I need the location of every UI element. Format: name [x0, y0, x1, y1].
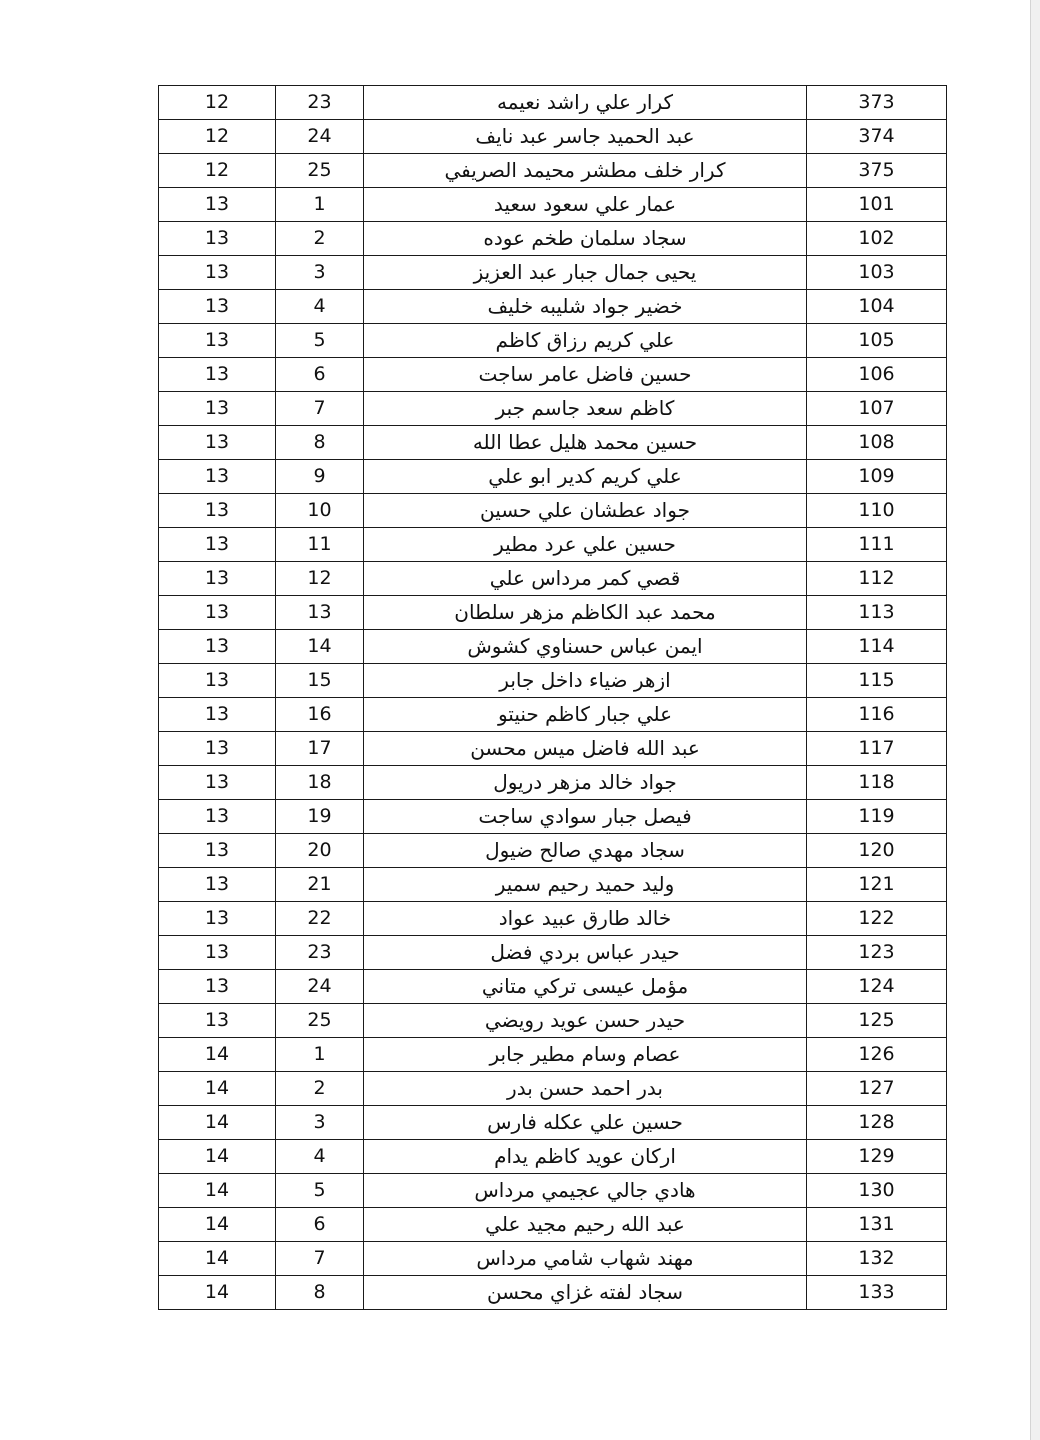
table-row	[159, 800, 947, 834]
name-cell: حيدر حسن عويد رويضي	[364, 1004, 807, 1038]
name-cell: مهند شهاب شامي مرداس	[364, 1242, 807, 1276]
group-cell: 13	[159, 698, 276, 732]
seat-cell: 22	[276, 902, 364, 936]
seat-cell: 21	[276, 868, 364, 902]
number-cell: 115	[807, 664, 947, 698]
name-cell: عبد الله رحيم مجيد علي	[364, 1208, 807, 1242]
table-row	[159, 1140, 947, 1174]
seat-cell: 4	[276, 290, 364, 324]
table-row	[159, 188, 947, 222]
seat-cell: 7	[276, 392, 364, 426]
number-cell: 373	[807, 86, 947, 120]
table-row	[159, 222, 947, 256]
name-cell: كرار علي راشد نعيمه	[364, 86, 807, 120]
group-cell: 14	[159, 1276, 276, 1310]
group-cell: 14	[159, 1072, 276, 1106]
group-cell: 14	[159, 1242, 276, 1276]
number-cell: 106	[807, 358, 947, 392]
table-row	[159, 698, 947, 732]
seat-cell: 1	[276, 1038, 364, 1072]
group-cell: 13	[159, 766, 276, 800]
seat-cell: 20	[276, 834, 364, 868]
name-cell: مؤمل عيسى تركي متاني	[364, 970, 807, 1004]
name-cell: كاظم سعد جاسم جبر	[364, 392, 807, 426]
table-row	[159, 426, 947, 460]
number-cell: 126	[807, 1038, 947, 1072]
name-cell: سجاد مهدي صالح ضيول	[364, 834, 807, 868]
group-cell: 13	[159, 732, 276, 766]
group-cell: 13	[159, 222, 276, 256]
group-cell: 12	[159, 86, 276, 120]
group-cell: 13	[159, 494, 276, 528]
name-cell: حيدر عباس بردي فضل	[364, 936, 807, 970]
roster-table	[158, 85, 947, 1310]
seat-cell: 1	[276, 188, 364, 222]
number-cell: 133	[807, 1276, 947, 1310]
seat-cell: 12	[276, 562, 364, 596]
name-cell: عبد الله فاضل ميس محسن	[364, 732, 807, 766]
name-cell: ايمن عباس حسناوي كشوش	[364, 630, 807, 664]
name-cell: قصي كمر مرداس علي	[364, 562, 807, 596]
seat-cell: 9	[276, 460, 364, 494]
number-cell: 123	[807, 936, 947, 970]
seat-cell: 17	[276, 732, 364, 766]
table-row	[159, 1208, 947, 1242]
number-cell: 119	[807, 800, 947, 834]
seat-cell: 4	[276, 1140, 364, 1174]
group-cell: 13	[159, 188, 276, 222]
number-cell: 121	[807, 868, 947, 902]
number-cell: 128	[807, 1106, 947, 1140]
seat-cell: 5	[276, 1174, 364, 1208]
name-cell: خضير جواد شليبه خليف	[364, 290, 807, 324]
number-cell: 101	[807, 188, 947, 222]
group-cell: 14	[159, 1106, 276, 1140]
name-cell: كرار خلف مطشر محيمد الصريفي	[364, 154, 807, 188]
table-row	[159, 936, 947, 970]
number-cell: 104	[807, 290, 947, 324]
table-row	[159, 154, 947, 188]
name-cell: عبد الحميد جاسر عبد نايف	[364, 120, 807, 154]
seat-cell: 5	[276, 324, 364, 358]
group-cell: 13	[159, 664, 276, 698]
name-cell: يحيى جمال جبار عبد العزيز	[364, 256, 807, 290]
roster-body	[159, 86, 947, 1310]
name-cell: عمار علي سعود سعيد	[364, 188, 807, 222]
seat-cell: 8	[276, 1276, 364, 1310]
table-row	[159, 902, 947, 936]
number-cell: 116	[807, 698, 947, 732]
number-cell: 109	[807, 460, 947, 494]
number-cell: 127	[807, 1072, 947, 1106]
number-cell: 132	[807, 1242, 947, 1276]
number-cell: 110	[807, 494, 947, 528]
number-cell: 113	[807, 596, 947, 630]
table-row	[159, 630, 947, 664]
table-row	[159, 562, 947, 596]
seat-cell: 19	[276, 800, 364, 834]
table-row	[159, 664, 947, 698]
number-cell: 111	[807, 528, 947, 562]
group-cell: 13	[159, 834, 276, 868]
table-row	[159, 1004, 947, 1038]
seat-cell: 25	[276, 154, 364, 188]
name-cell: ازهر ضياء داخل جابر	[364, 664, 807, 698]
table-row	[159, 494, 947, 528]
name-cell: حسين فاضل عامر ساجت	[364, 358, 807, 392]
seat-cell: 15	[276, 664, 364, 698]
group-cell: 12	[159, 120, 276, 154]
seat-cell: 11	[276, 528, 364, 562]
table-row	[159, 970, 947, 1004]
group-cell: 13	[159, 1004, 276, 1038]
group-cell: 13	[159, 596, 276, 630]
name-cell: هادي جالي عجيمي مرداس	[364, 1174, 807, 1208]
table-row	[159, 1072, 947, 1106]
group-cell: 13	[159, 562, 276, 596]
number-cell: 124	[807, 970, 947, 1004]
name-cell: حسين علي عرد مطير	[364, 528, 807, 562]
name-cell: عصام وسام مطير جابر	[364, 1038, 807, 1072]
number-cell: 125	[807, 1004, 947, 1038]
number-cell: 117	[807, 732, 947, 766]
seat-cell: 8	[276, 426, 364, 460]
group-cell: 14	[159, 1208, 276, 1242]
seat-cell: 13	[276, 596, 364, 630]
number-cell: 114	[807, 630, 947, 664]
name-cell: محمد عبد الكاظم مزهر سلطان	[364, 596, 807, 630]
table-row	[159, 1276, 947, 1310]
group-cell: 13	[159, 800, 276, 834]
group-cell: 13	[159, 902, 276, 936]
table-row	[159, 392, 947, 426]
group-cell: 13	[159, 630, 276, 664]
number-cell: 118	[807, 766, 947, 800]
name-cell: سجاد سلمان طخم عوده	[364, 222, 807, 256]
table-row	[159, 324, 947, 358]
number-cell: 107	[807, 392, 947, 426]
seat-cell: 23	[276, 86, 364, 120]
name-cell: جواد خالد مزهر دريول	[364, 766, 807, 800]
table-row	[159, 256, 947, 290]
number-cell: 375	[807, 154, 947, 188]
number-cell: 105	[807, 324, 947, 358]
name-cell: بدر احمد حسن بدر	[364, 1072, 807, 1106]
seat-cell: 7	[276, 1242, 364, 1276]
name-cell: اركان عويد كاظم يدام	[364, 1140, 807, 1174]
table-row	[159, 528, 947, 562]
group-cell: 13	[159, 970, 276, 1004]
number-cell: 108	[807, 426, 947, 460]
seat-cell: 14	[276, 630, 364, 664]
table-row	[159, 868, 947, 902]
seat-cell: 25	[276, 1004, 364, 1038]
table-row	[159, 1242, 947, 1276]
name-cell: علي كريم كدير ابو علي	[364, 460, 807, 494]
number-cell: 122	[807, 902, 947, 936]
seat-cell: 3	[276, 256, 364, 290]
number-cell: 131	[807, 1208, 947, 1242]
name-cell: علي كريم رزاق كاظم	[364, 324, 807, 358]
number-cell: 120	[807, 834, 947, 868]
group-cell: 13	[159, 426, 276, 460]
table-row	[159, 834, 947, 868]
seat-cell: 24	[276, 970, 364, 1004]
number-cell: 102	[807, 222, 947, 256]
number-cell: 103	[807, 256, 947, 290]
group-cell: 14	[159, 1140, 276, 1174]
table-row	[159, 1106, 947, 1140]
name-cell: جواد عطشان علي حسين	[364, 494, 807, 528]
table-row	[159, 766, 947, 800]
group-cell: 13	[159, 936, 276, 970]
table-row	[159, 732, 947, 766]
group-cell: 14	[159, 1174, 276, 1208]
group-cell: 13	[159, 358, 276, 392]
number-cell: 374	[807, 120, 947, 154]
table-row	[159, 86, 947, 120]
seat-cell: 3	[276, 1106, 364, 1140]
page-edge	[1030, 0, 1040, 1440]
table-row	[159, 1038, 947, 1072]
table-row	[159, 596, 947, 630]
seat-cell: 6	[276, 1208, 364, 1242]
group-cell: 13	[159, 460, 276, 494]
number-cell: 112	[807, 562, 947, 596]
seat-cell: 6	[276, 358, 364, 392]
group-cell: 13	[159, 290, 276, 324]
name-cell: فيصل جبار سوادي ساجت	[364, 800, 807, 834]
group-cell: 12	[159, 154, 276, 188]
group-cell: 13	[159, 392, 276, 426]
name-cell: حسين علي عكله فارس	[364, 1106, 807, 1140]
group-cell: 13	[159, 868, 276, 902]
table-row	[159, 460, 947, 494]
name-cell: علي جبار كاظم حنيتو	[364, 698, 807, 732]
seat-cell: 23	[276, 936, 364, 970]
seat-cell: 2	[276, 1072, 364, 1106]
group-cell: 14	[159, 1038, 276, 1072]
number-cell: 129	[807, 1140, 947, 1174]
table-row	[159, 120, 947, 154]
name-cell: وليد حميد رحيم سمير	[364, 868, 807, 902]
table-row	[159, 358, 947, 392]
seat-cell: 2	[276, 222, 364, 256]
seat-cell: 18	[276, 766, 364, 800]
group-cell: 13	[159, 324, 276, 358]
table-row	[159, 1174, 947, 1208]
seat-cell: 16	[276, 698, 364, 732]
seat-cell: 24	[276, 120, 364, 154]
number-cell: 130	[807, 1174, 947, 1208]
table-row	[159, 290, 947, 324]
name-cell: خالد طارق عبيد عواد	[364, 902, 807, 936]
name-cell: حسين محمد هليل عطا الله	[364, 426, 807, 460]
group-cell: 13	[159, 528, 276, 562]
group-cell: 13	[159, 256, 276, 290]
seat-cell: 10	[276, 494, 364, 528]
name-cell: سجاد لفته غزاي محسن	[364, 1276, 807, 1310]
